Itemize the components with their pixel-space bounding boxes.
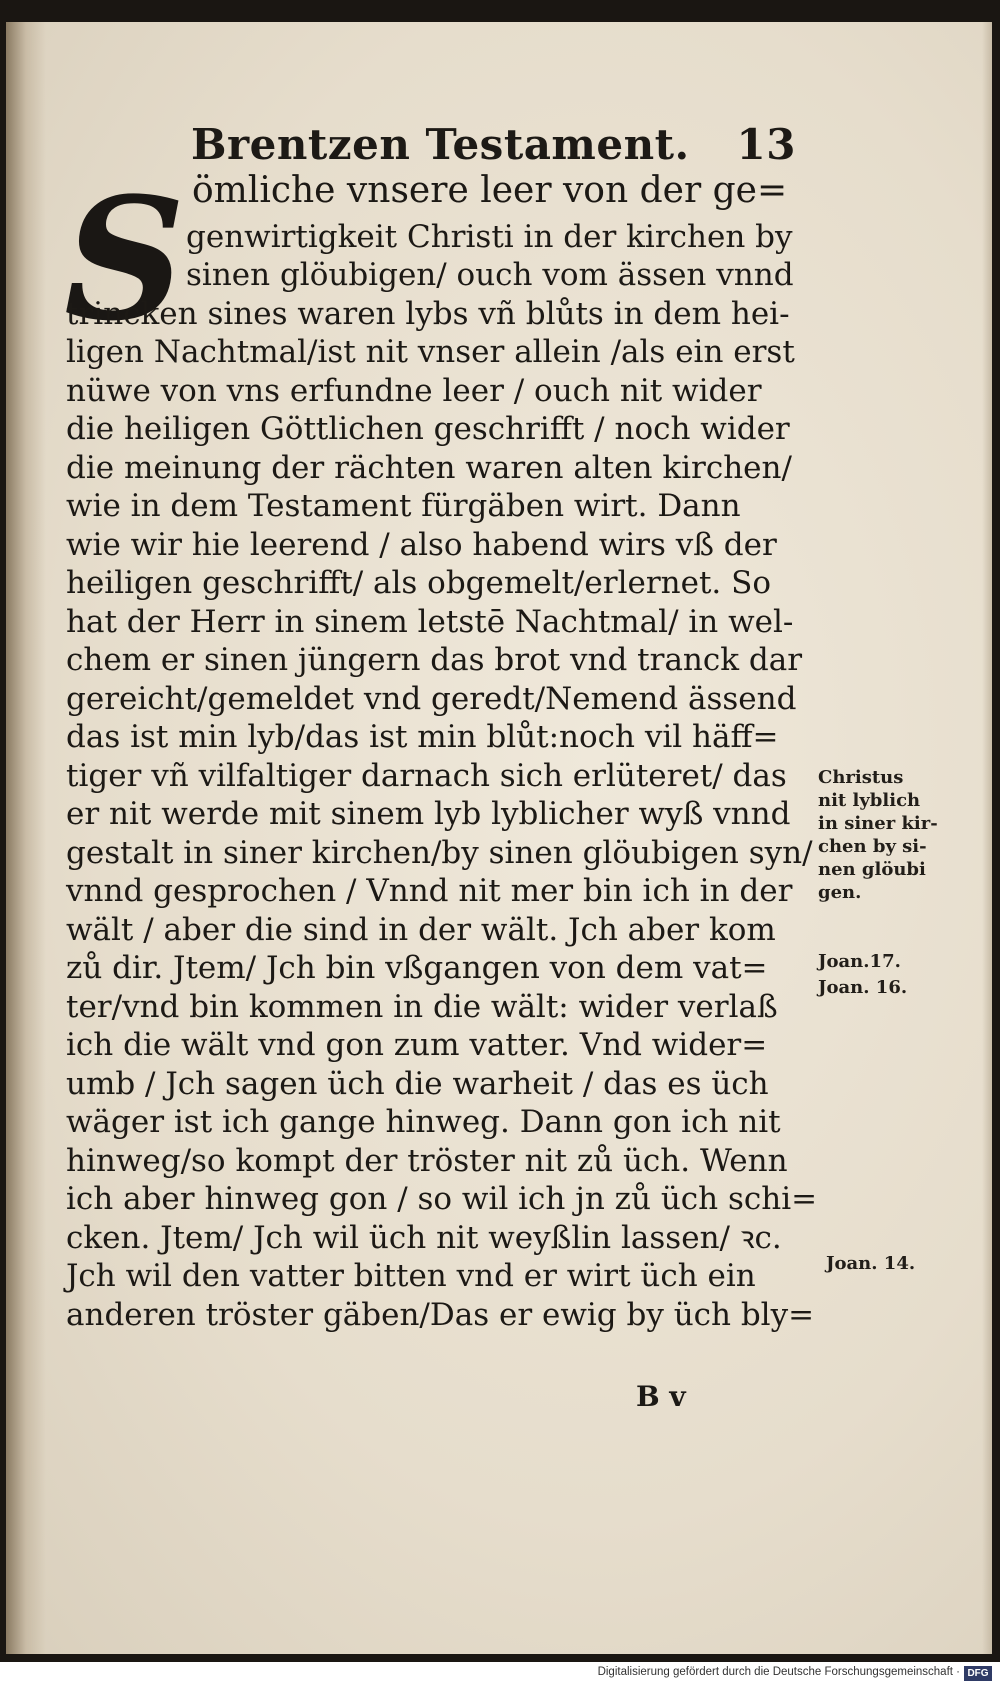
text-line: wält / aber die sind in der wält. Jch aber kom (66, 912, 776, 948)
text-line: gereicht/gemeldet vnd geredt/Nemend ässend (66, 681, 797, 717)
text-line: ich die wält vnd gon zum vatter. Vnd wider= (66, 1027, 768, 1063)
text-line: die heiligen Göttlichen geschrifft / noch wider (66, 411, 790, 447)
text-line: umb / Jch sagen üch die warheit / das es üch (66, 1066, 769, 1102)
text-line: cken. Jtem/ Jch wil üch nit weyßlin lassen/ ꝛc. (66, 1220, 782, 1256)
text-line: ömliche vnsere leer von der ge= (192, 170, 788, 211)
text-line: die meinung der rächten waren alten kirchen/ (66, 450, 792, 486)
margin-note-line: nit lyblich (818, 790, 921, 811)
text-line: genwirtigkeit Christi in der kirchen by (186, 219, 793, 255)
text-line: sinen glöubigen/ ouch vom ässen vnnd (186, 257, 794, 293)
signature-mark: B v (636, 1380, 686, 1413)
page-gutter-shadow (6, 22, 46, 1654)
footer-bar (0, 1662, 1000, 1687)
margin-note-line: in siner kir- (818, 813, 938, 834)
text-line: er nit werde mit sinem lyb lyblicher wyß vnnd (66, 796, 791, 832)
text-line: nüwe von vns erfundne leer / ouch nit wider (66, 373, 762, 409)
text-line: wie wir hie leerend / also habend wirs vß der (66, 527, 777, 563)
dfg-logo: DFG (964, 1666, 992, 1681)
margin-note-line: chen by si- (818, 836, 927, 857)
text-line: Jch wil den vatter bitten vnd er wirt üch ein (66, 1258, 756, 1294)
running-header (191, 120, 796, 169)
text-line: wäger ist ich gange hinweg. Dann gon ich nit (66, 1104, 781, 1140)
text-line: ter/vnd bin kommen in die wält: wider verlaß (66, 989, 778, 1025)
text-line: vnnd gesprochen / Vnnd nit mer bin ich in der (66, 873, 793, 909)
text-line: tiger vñ vilfaltiger darnach sich erlüteret/ das (66, 758, 787, 794)
footer-credit: Digitalisierung gefördert durch die Deutsche Forschungsgemeinschaft · (597, 1666, 960, 1678)
text-line: wie in dem Testament fürgäben wirt. Dann (66, 488, 741, 524)
text-line: trincken sines waren lybs vñ blůts in dem hei- (66, 296, 790, 332)
margin-note-line: gen. (818, 882, 862, 903)
text-line: zů dir. Jtem/ Jch bin vßgangen von dem vat= (66, 950, 768, 986)
folio-number: 13 (736, 120, 796, 169)
margin-note-joan16: Joan. 16. (818, 977, 908, 998)
text-line: ligen Nachtmal/ist nit vnser allein /als ein erst (66, 334, 795, 370)
text-line: hinweg/so kompt der tröster nit zů üch. Wenn (66, 1143, 788, 1179)
running-title: Brentzen Testament. (191, 120, 690, 169)
book-page (6, 22, 992, 1654)
text-line: das ist min lyb/das ist min blůt:noch vil häff= (66, 719, 779, 755)
text-line: gestalt in siner kirchen/by sinen glöubigen syn/ (66, 835, 813, 871)
text-line: anderen tröster gäben/Das er ewig by üch bly= (66, 1297, 815, 1333)
margin-note-line: nen glöubi (818, 859, 926, 880)
margin-note-joan17: Joan.17. (818, 951, 901, 972)
margin-note-line: Christus (818, 767, 904, 788)
text-line: chem er sinen jüngern das brot vnd tranck dar (66, 642, 803, 678)
decorated-initial: S (64, 160, 186, 358)
margin-note-joan14: Joan. 14. (826, 1253, 916, 1274)
text-line: ich aber hinweg gon / so wil ich jn zů üch schi= (66, 1181, 818, 1217)
text-line: hat der Herr in sinem letstē Nachtmal/ in wel- (66, 604, 794, 640)
text-line: heiligen geschrifft/ als obgemelt/erlernet. So (66, 565, 772, 601)
page-edge-shadow (982, 22, 992, 1654)
